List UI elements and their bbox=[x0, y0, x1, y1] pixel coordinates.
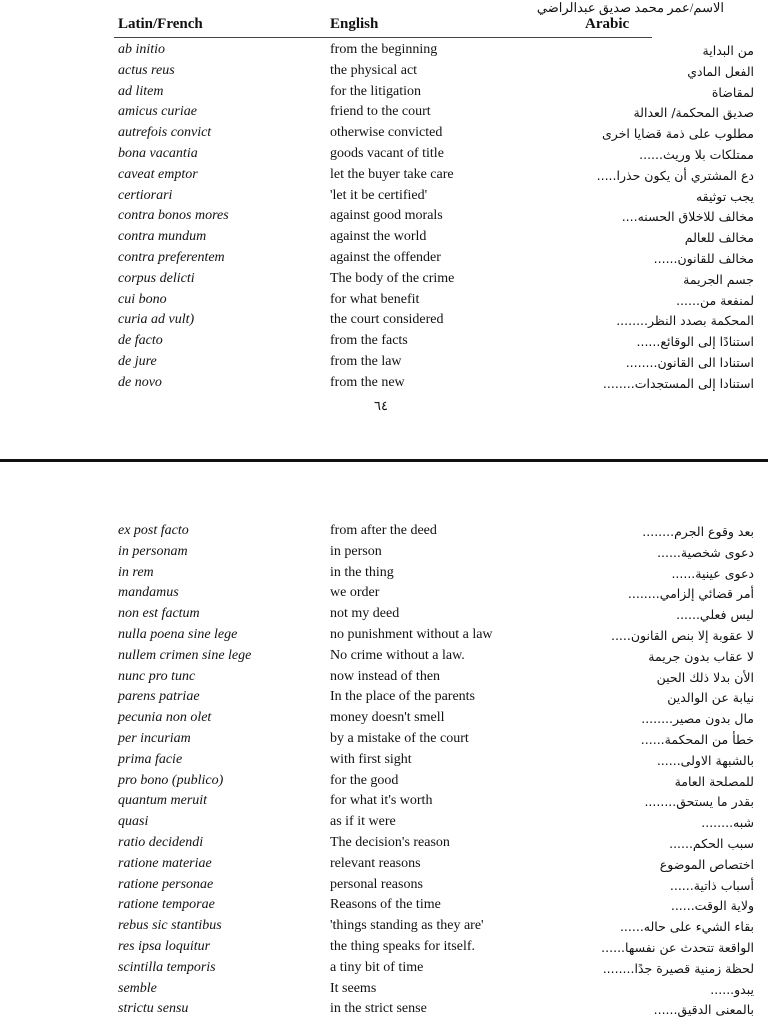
latin-term: strictu sensu bbox=[118, 1001, 189, 1017]
arabic-meaning: لا عقوبة إلا بنص القانون..... bbox=[610, 628, 754, 643]
latin-term: caveat emptor bbox=[118, 166, 198, 182]
english-meaning: the physical act bbox=[330, 62, 418, 78]
student-name: الاسم/عمر محمد صديق عبدالراضي bbox=[536, 0, 724, 15]
arabic-meaning: استنادًا إلى الوقائع...... bbox=[636, 334, 754, 350]
english-meaning: from after the deed bbox=[330, 523, 437, 538]
table-row bbox=[0, 312, 768, 333]
latin-term: curia ad vult) bbox=[118, 312, 195, 328]
english-meaning: by a mistake of the court bbox=[330, 731, 469, 746]
latin-term: contra preferentem bbox=[118, 250, 225, 265]
english-meaning: from the new bbox=[330, 374, 405, 390]
english-meaning: with first sight bbox=[330, 751, 412, 767]
latin-term: quantum meruit bbox=[118, 793, 208, 809]
latin-term: prima facie bbox=[118, 751, 183, 767]
latin-term: de jure bbox=[118, 354, 157, 369]
arabic-meaning: نيابة عن الوالدين bbox=[667, 690, 754, 706]
arabic-meaning: استنادا الى القانون........ bbox=[625, 355, 754, 370]
arabic-meaning: أمر قضائي إلزامي........ bbox=[627, 586, 754, 602]
english-meaning: the court considered bbox=[330, 312, 444, 328]
header-latin: Latin/French bbox=[118, 16, 203, 32]
english-meaning: let the buyer take care bbox=[330, 166, 454, 182]
arabic-meaning: مطلوب على ذمة قضايا اخرى bbox=[602, 126, 754, 142]
table-row bbox=[0, 960, 768, 981]
english-meaning: No crime without a law. bbox=[330, 647, 465, 663]
latin-term: rebus sic stantibus bbox=[118, 918, 222, 934]
table-row bbox=[0, 939, 768, 960]
arabic-meaning: دع المشتري أن يكون حذرا..... bbox=[596, 167, 754, 183]
latin-term: in rem bbox=[118, 564, 154, 580]
english-meaning: friend to the court bbox=[330, 104, 431, 120]
table-row bbox=[0, 84, 768, 105]
latin-term: pecunia non olet bbox=[118, 710, 212, 726]
page-number: ٦٤ bbox=[374, 398, 388, 413]
english-meaning: we order bbox=[330, 585, 380, 601]
english-meaning: no punishment without a law bbox=[330, 627, 493, 642]
latin-term: certiorari bbox=[118, 187, 173, 203]
english-meaning: from the law bbox=[330, 354, 402, 369]
english-meaning: from the facts bbox=[330, 333, 408, 349]
latin-term: non est factum bbox=[118, 606, 200, 622]
latin-term: ratione personae bbox=[118, 876, 214, 892]
english-meaning: goods vacant of title bbox=[330, 146, 444, 161]
table-row bbox=[0, 585, 768, 606]
latin-term: amicus curiae bbox=[118, 104, 197, 120]
table-row bbox=[0, 523, 768, 544]
arabic-meaning: بقاء الشيء على حاله...... bbox=[619, 919, 754, 935]
table-row bbox=[0, 606, 768, 627]
table-row bbox=[0, 710, 768, 731]
table-row bbox=[0, 544, 768, 565]
arabic-meaning: لمنفعة من...... bbox=[676, 292, 754, 308]
english-meaning: against good morals bbox=[330, 208, 443, 224]
latin-term: semble bbox=[118, 980, 157, 996]
latin-term: de novo bbox=[118, 374, 162, 390]
latin-term: nullem crimen sine lege bbox=[118, 647, 252, 663]
arabic-meaning: أسباب ذاتية...... bbox=[669, 877, 754, 893]
latin-term: nulla poena sine lege bbox=[118, 627, 238, 642]
english-meaning: for the litigation bbox=[330, 83, 421, 99]
table-row bbox=[0, 627, 768, 648]
latin-term: nunc pro tunc bbox=[118, 668, 196, 684]
arabic-meaning: مخالف للاخلاق الحسنه.... bbox=[621, 209, 754, 225]
english-meaning: otherwise convicted bbox=[330, 125, 443, 141]
latin-term: pro bono (publico) bbox=[118, 772, 224, 788]
arabic-meaning: لا عقاب بدون جريمة bbox=[648, 648, 754, 664]
arabic-meaning: دعوى عينية...... bbox=[671, 565, 754, 581]
table-row bbox=[0, 104, 768, 125]
arabic-meaning: مال بدون مصير........ bbox=[641, 711, 754, 727]
arabic-meaning: صديق المحكمة/ العدالة bbox=[633, 105, 754, 121]
english-meaning: The body of the crime bbox=[330, 270, 455, 286]
arabic-meaning: الأن بدلا ذلك الحين bbox=[656, 669, 754, 685]
table-row bbox=[0, 669, 768, 690]
arabic-meaning: بعد وقوع الجرم........ bbox=[642, 524, 754, 539]
table-row bbox=[0, 375, 768, 396]
table-row bbox=[0, 125, 768, 146]
arabic-meaning: يبدو...... bbox=[710, 981, 754, 997]
english-meaning: the thing speaks for itself. bbox=[330, 939, 476, 954]
english-meaning: against the offender bbox=[330, 250, 441, 265]
english-meaning: as if it were bbox=[330, 814, 396, 830]
latin-term: quasi bbox=[118, 814, 149, 830]
table-row bbox=[0, 856, 768, 877]
arabic-meaning: خطأ من المحكمة...... bbox=[640, 732, 754, 747]
glossary-page-top bbox=[0, 0, 768, 460]
english-meaning: against the world bbox=[330, 229, 427, 245]
table-row bbox=[0, 689, 768, 710]
english-meaning: from the beginning bbox=[330, 42, 438, 57]
table-row bbox=[0, 271, 768, 292]
latin-term: ab initio bbox=[118, 42, 166, 57]
arabic-meaning: يجب توثيقه bbox=[695, 188, 754, 204]
table-row bbox=[0, 877, 768, 898]
english-meaning: In the place of the parents bbox=[330, 689, 475, 705]
english-meaning: for what benefit bbox=[330, 291, 420, 307]
arabic-meaning: المحكمة بصدد النظر........ bbox=[616, 313, 754, 329]
arabic-meaning: لحظة زمنية قصيرة جدًا........ bbox=[602, 960, 754, 976]
arabic-meaning: مخالف للقانون...... bbox=[653, 251, 754, 266]
table-row bbox=[0, 188, 768, 209]
latin-term: ad litem bbox=[118, 83, 164, 99]
english-meaning: now instead of then bbox=[330, 668, 441, 684]
latin-term: res ipsa loquitur bbox=[118, 939, 211, 954]
english-meaning: relevant reasons bbox=[330, 855, 421, 871]
page-divider bbox=[0, 459, 768, 462]
arabic-meaning: لمقاضاة bbox=[711, 84, 754, 100]
english-meaning: in the strict sense bbox=[330, 1001, 427, 1017]
latin-term: mandamus bbox=[118, 585, 179, 601]
arabic-meaning: جسم الجريمة bbox=[683, 271, 754, 287]
header-english: English bbox=[330, 16, 379, 32]
latin-term: ratio decidendi bbox=[118, 835, 204, 850]
english-meaning: 'things standing as they are' bbox=[330, 918, 484, 934]
latin-term: ratione temporae bbox=[118, 897, 215, 913]
arabic-meaning: بالشبهة الاولى...... bbox=[656, 752, 754, 768]
latin-term: contra bonos mores bbox=[118, 208, 229, 224]
english-meaning: personal reasons bbox=[330, 876, 423, 892]
latin-term: ex post facto bbox=[118, 523, 189, 538]
table-row bbox=[0, 354, 768, 375]
latin-term: contra mundum bbox=[118, 229, 207, 245]
arabic-meaning: ولاية الوقت...... bbox=[670, 898, 754, 914]
latin-term: de facto bbox=[118, 333, 163, 349]
table-row bbox=[0, 897, 768, 918]
table-row bbox=[0, 250, 768, 271]
latin-term: cui bono bbox=[118, 291, 167, 307]
table-row bbox=[0, 229, 768, 250]
arabic-meaning: مخالف للعالم bbox=[684, 230, 754, 246]
latin-term: corpus delicti bbox=[118, 270, 195, 286]
table-row bbox=[0, 835, 768, 856]
table-row bbox=[0, 752, 768, 773]
table-row bbox=[0, 208, 768, 229]
table-row bbox=[0, 292, 768, 313]
latin-term: autrefois convict bbox=[118, 125, 212, 141]
arabic-meaning: بقدر ما يستحق........ bbox=[644, 794, 754, 810]
arabic-meaning: من البداية bbox=[702, 43, 754, 58]
arabic-meaning: سبب الحكم...... bbox=[669, 836, 754, 851]
table-row bbox=[0, 981, 768, 1002]
latin-term: bona vacantia bbox=[118, 146, 198, 161]
english-meaning: It seems bbox=[330, 980, 377, 996]
latin-term: ratione materiae bbox=[118, 855, 212, 871]
latin-term: per incuriam bbox=[118, 731, 191, 746]
latin-term: in personam bbox=[118, 543, 188, 559]
table-row bbox=[0, 814, 768, 835]
table-row bbox=[0, 42, 768, 63]
table-row bbox=[0, 731, 768, 752]
table-row bbox=[0, 333, 768, 354]
glossary-page-bottom bbox=[0, 463, 768, 1024]
english-meaning: not my deed bbox=[330, 606, 400, 622]
table-row bbox=[0, 146, 768, 167]
english-meaning: The decision's reason bbox=[330, 835, 450, 850]
arabic-meaning: ليس فعلي...... bbox=[676, 607, 754, 623]
arabic-meaning: بالمعنى الدقيق...... bbox=[653, 1002, 754, 1018]
table-row bbox=[0, 1001, 768, 1022]
table-row bbox=[0, 648, 768, 669]
arabic-meaning: شبه........ bbox=[701, 815, 754, 831]
table-row bbox=[0, 167, 768, 188]
english-meaning: for the good bbox=[330, 772, 399, 788]
english-meaning: Reasons of the time bbox=[330, 897, 441, 913]
latin-term: scintilla temporis bbox=[118, 959, 216, 975]
table-header bbox=[0, 16, 768, 38]
arabic-meaning: الفعل المادي bbox=[687, 63, 754, 79]
english-meaning: money doesn't smell bbox=[330, 710, 445, 726]
table-row bbox=[0, 773, 768, 794]
table-row bbox=[0, 63, 768, 84]
english-meaning: a tiny bit of time bbox=[330, 959, 424, 975]
latin-term: parens patriae bbox=[118, 689, 200, 705]
english-meaning: 'let it be certified' bbox=[330, 187, 428, 203]
arabic-meaning: ممتلكات بلا وريث...... bbox=[639, 147, 754, 162]
arabic-meaning: للمصلحة العامة bbox=[674, 773, 754, 789]
english-meaning: in person bbox=[330, 543, 382, 559]
header-arabic: Arabic bbox=[585, 16, 630, 32]
english-meaning: in the thing bbox=[330, 564, 394, 580]
arabic-meaning: دعوى شخصية...... bbox=[657, 544, 754, 560]
header-rule bbox=[114, 37, 652, 38]
arabic-meaning: الواقعة تتحدث عن نفسها...... bbox=[601, 940, 754, 955]
table-row bbox=[0, 793, 768, 814]
table-row bbox=[0, 565, 768, 586]
arabic-meaning: اختصاص الموضوع bbox=[659, 856, 754, 872]
english-meaning: for what it's worth bbox=[330, 793, 433, 809]
table-row bbox=[0, 918, 768, 939]
latin-term: actus reus bbox=[118, 62, 175, 78]
arabic-meaning: استنادا إلى المستجدات........ bbox=[602, 375, 754, 391]
